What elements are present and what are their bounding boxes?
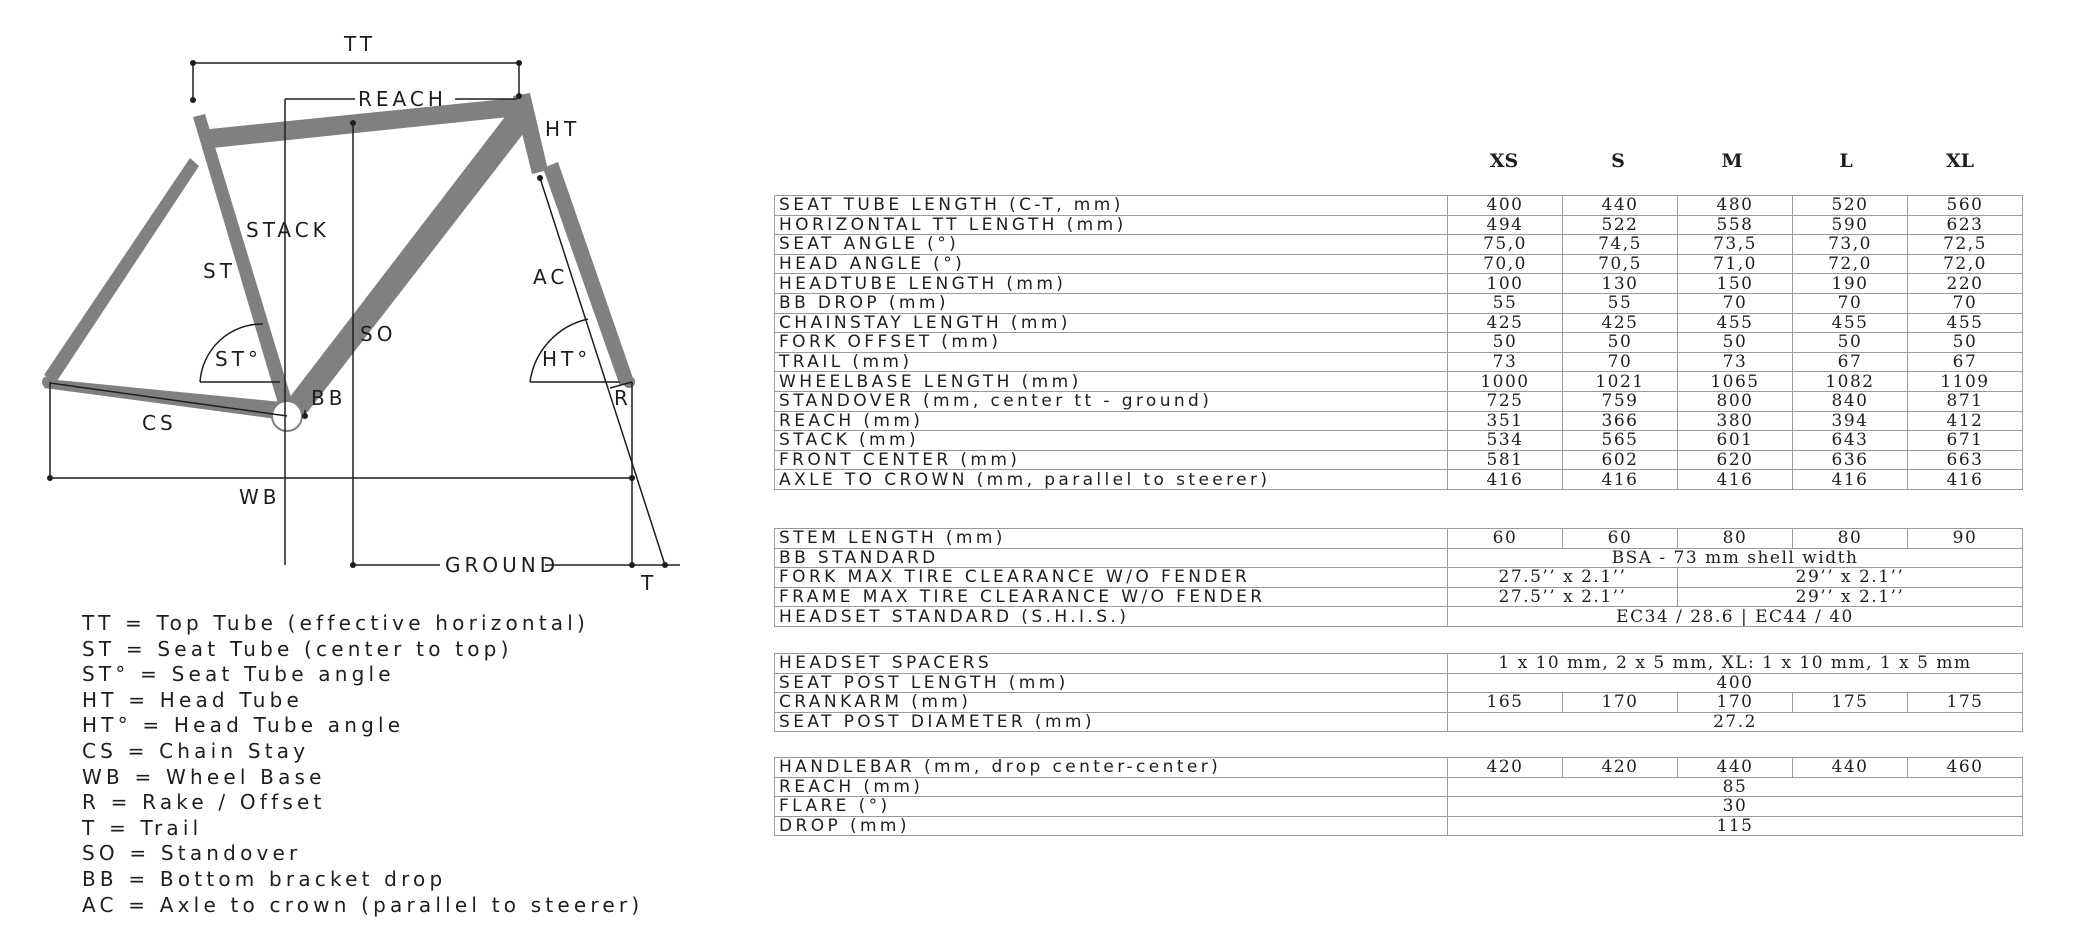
value-cell: 72,0 (1908, 254, 2023, 274)
value-cell: 27.2 (1448, 712, 2023, 732)
legend-item: WB = Wheel Base (82, 764, 326, 789)
table-row (775, 293, 2023, 313)
row-label: DROP (mm) (775, 816, 1448, 836)
table-row (775, 816, 2023, 836)
size-header-xl: XL (1945, 150, 1975, 172)
value-cell: 590 (1793, 215, 1908, 235)
value-cell: 74,5 (1563, 235, 1678, 255)
value-cell: 100 (1448, 274, 1563, 294)
label-ht: HT (545, 117, 581, 141)
value-cell: 60 (1448, 529, 1563, 549)
label-ac: AC (533, 265, 569, 289)
value-cell: 620 (1678, 450, 1793, 470)
value-cell: 73 (1448, 352, 1563, 372)
value-cell: 725 (1448, 391, 1563, 411)
geometry-table (774, 195, 2023, 490)
value-cell: 67 (1908, 352, 2023, 372)
geometry-table (774, 653, 2023, 732)
value-cell: 800 (1678, 391, 1793, 411)
value-cell: 480 (1678, 196, 1793, 216)
value-cell: 671 (1908, 431, 2023, 451)
table-row (775, 797, 2023, 817)
row-label: FLARE (°) (775, 797, 1448, 817)
table-row (775, 235, 2023, 255)
label-tt: TT (344, 32, 377, 56)
value-cell: 416 (1678, 470, 1793, 490)
table-row (775, 712, 2023, 732)
row-label: TRAIL (mm) (775, 352, 1448, 372)
legend-item: HT° = Head Tube angle (82, 713, 405, 738)
size-header-xs: XS (1489, 150, 1519, 172)
value-cell: 130 (1563, 274, 1678, 294)
value-cell: 1065 (1678, 372, 1793, 392)
value-cell: 70 (1678, 293, 1793, 313)
value-cell: 50 (1908, 333, 2023, 353)
table-row (775, 333, 2023, 353)
row-label: FRAME MAX TIRE CLEARANCE W/O FENDER (775, 587, 1448, 607)
value-cell: 412 (1908, 411, 2023, 431)
value-cell: 351 (1448, 411, 1563, 431)
legend-item: T = Trail (82, 815, 203, 840)
row-label: STEM LENGTH (mm) (775, 529, 1448, 549)
value-cell: 70 (1793, 293, 1908, 313)
value-cell: 55 (1448, 293, 1563, 313)
value-cell: 560 (1908, 196, 2023, 216)
value-cell: 1 x 10 mm, 2 x 5 mm, XL: 1 x 10 mm, 1 x 5 mm (1448, 654, 2023, 674)
table-row (775, 431, 2023, 451)
value-cell: 643 (1793, 431, 1908, 451)
value-cell: 70,0 (1448, 254, 1563, 274)
value-cell: 416 (1563, 470, 1678, 490)
value-cell: 520 (1793, 196, 1908, 216)
table-row (775, 607, 2023, 627)
legend-item: AC = Axle to crown (parallel to steerer) (82, 892, 644, 917)
row-label: BB DROP (mm) (775, 293, 1448, 313)
value-cell: 30 (1448, 797, 2023, 817)
row-label: BB STANDARD (775, 548, 1448, 568)
value-cell: 1000 (1448, 372, 1563, 392)
value-cell: 1082 (1793, 372, 1908, 392)
value-cell: 72,5 (1908, 235, 2023, 255)
row-label: SEAT POST DIAMETER (mm) (775, 712, 1448, 732)
label-st-angle: ST° (215, 347, 262, 371)
value-cell: 165 (1448, 693, 1563, 713)
size-header-l: L (1839, 150, 1853, 172)
value-cell: 636 (1793, 450, 1908, 470)
table-row (775, 587, 2023, 607)
geometry-table (774, 757, 2023, 836)
value-cell: BSA - 73 mm shell width (1448, 548, 2023, 568)
legend-item: ST° = Seat Tube angle (82, 662, 395, 687)
value-cell: 440 (1563, 196, 1678, 216)
value-cell: 420 (1563, 758, 1678, 778)
value-cell: 80 (1793, 529, 1908, 549)
value-cell: 394 (1793, 411, 1908, 431)
row-label: WHEELBASE LENGTH (mm) (775, 372, 1448, 392)
value-cell: 71,0 (1678, 254, 1793, 274)
row-label: AXLE TO CROWN (mm, parallel to steerer) (775, 470, 1448, 490)
label-stack: STACK (246, 218, 330, 242)
label-bb: BB (311, 386, 347, 410)
value-cell: 380 (1678, 411, 1793, 431)
value-cell: 440 (1793, 758, 1908, 778)
value-cell: 67 (1793, 352, 1908, 372)
value-cell: 663 (1908, 450, 2023, 470)
value-cell: 1109 (1908, 372, 2023, 392)
value-cell: 494 (1448, 215, 1563, 235)
value-cell: 400 (1448, 196, 1563, 216)
row-label: SEAT POST LENGTH (mm) (775, 673, 1448, 693)
value-cell: 1021 (1563, 372, 1678, 392)
value-cell: 70,5 (1563, 254, 1678, 274)
legend-item: R = Rake / Offset (82, 790, 326, 815)
legend-item: TT = Top Tube (effective horizontal) (82, 611, 590, 635)
value-cell: 60 (1563, 529, 1678, 549)
label-ht-angle: HT° (542, 347, 592, 371)
table-row (775, 673, 2023, 693)
row-label: HEADSET STANDARD (S.H.I.S.) (775, 607, 1448, 627)
row-label: HEADSET SPACERS (775, 654, 1448, 674)
size-header-s: S (1611, 150, 1625, 172)
table-row (775, 654, 2023, 674)
value-cell: 70 (1908, 293, 2023, 313)
value-cell: 425 (1563, 313, 1678, 333)
label-wb: WB (239, 485, 281, 509)
value-cell: 366 (1563, 411, 1678, 431)
value-cell: 29’’ x 2.1’’ (1678, 568, 2023, 588)
value-cell: 150 (1678, 274, 1793, 294)
value-cell: 170 (1563, 693, 1678, 713)
row-label: STANDOVER (mm, center tt - ground) (775, 391, 1448, 411)
value-cell: 27.5’’ x 2.1’’ (1448, 568, 1678, 588)
row-label: HEADTUBE LENGTH (mm) (775, 274, 1448, 294)
value-cell: 50 (1793, 333, 1908, 353)
value-cell: 55 (1563, 293, 1678, 313)
row-label: SEAT TUBE LENGTH (C-T, mm) (775, 196, 1448, 216)
value-cell: 75,0 (1448, 235, 1563, 255)
value-cell: 420 (1448, 758, 1563, 778)
table-row (775, 352, 2023, 372)
value-cell: 27.5’’ x 2.1’’ (1448, 587, 1678, 607)
bike-frame (44, 93, 634, 421)
row-label: HORIZONTAL TT LENGTH (mm) (775, 215, 1448, 235)
table-row (775, 391, 2023, 411)
value-cell: 73 (1678, 352, 1793, 372)
legend-item: SO = Standover (82, 841, 302, 866)
value-cell: 440 (1678, 758, 1793, 778)
value-cell: 455 (1678, 313, 1793, 333)
value-cell: 70 (1563, 352, 1678, 372)
table-row (775, 254, 2023, 274)
value-cell: 455 (1793, 313, 1908, 333)
row-label: STACK (mm) (775, 431, 1448, 451)
legend-item: ST = Seat Tube (center to top) (82, 636, 513, 661)
legend-item: CS = Chain Stay (82, 738, 310, 763)
value-cell: 416 (1793, 470, 1908, 490)
value-cell: 601 (1678, 431, 1793, 451)
value-cell: 840 (1793, 391, 1908, 411)
value-cell: 29’’ x 2.1’’ (1678, 587, 2023, 607)
geometry-table (774, 528, 2023, 627)
table-row (775, 470, 2023, 490)
value-cell: 80 (1678, 529, 1793, 549)
value-cell: EC34 / 28.6 | EC44 / 40 (1448, 607, 2023, 627)
legend-item: HT = Head Tube (82, 687, 304, 712)
row-label: REACH (mm) (775, 777, 1448, 797)
value-cell: 190 (1793, 274, 1908, 294)
table-row (775, 274, 2023, 294)
table-row (775, 215, 2023, 235)
value-cell: 170 (1678, 693, 1793, 713)
table-row (775, 693, 2023, 713)
table-row (775, 372, 2023, 392)
value-cell: 50 (1563, 333, 1678, 353)
label-cs: CS (142, 411, 177, 435)
row-label: CHAINSTAY LENGTH (mm) (775, 313, 1448, 333)
table-row (775, 758, 2023, 778)
table-row (775, 777, 2023, 797)
row-label: HEAD ANGLE (°) (775, 254, 1448, 274)
value-cell: 522 (1563, 215, 1678, 235)
label-so: SO (360, 322, 397, 346)
value-cell: 50 (1448, 333, 1563, 353)
frame-geometry-diagram (0, 0, 700, 600)
label-st: ST (203, 259, 236, 283)
value-cell: 220 (1908, 274, 2023, 294)
abbreviation-legend (82, 611, 643, 918)
size-header-m: M (1721, 150, 1743, 172)
value-cell: 759 (1563, 391, 1678, 411)
value-cell: 73,0 (1793, 235, 1908, 255)
value-cell: 85 (1448, 777, 2023, 797)
label-r: R (614, 386, 632, 410)
row-label: FORK MAX TIRE CLEARANCE W/O FENDER (775, 568, 1448, 588)
value-cell: 400 (1448, 673, 2023, 693)
table-row (775, 529, 2023, 549)
value-cell: 175 (1908, 693, 2023, 713)
table-row (775, 548, 2023, 568)
table-row (775, 196, 2023, 216)
value-cell: 73,5 (1678, 235, 1793, 255)
value-cell: 115 (1448, 816, 2023, 836)
row-label: FRONT CENTER (mm) (775, 450, 1448, 470)
value-cell: 90 (1908, 529, 2023, 549)
legend-item: BB = Bottom bracket drop (82, 866, 447, 891)
table-row (775, 313, 2023, 333)
value-cell: 425 (1448, 313, 1563, 333)
value-cell: 455 (1908, 313, 2023, 333)
value-cell: 50 (1678, 333, 1793, 353)
value-cell: 565 (1563, 431, 1678, 451)
value-cell: 416 (1448, 470, 1563, 490)
value-cell: 558 (1678, 215, 1793, 235)
value-cell: 871 (1908, 391, 2023, 411)
table-row (775, 450, 2023, 470)
label-reach: REACH (358, 87, 447, 111)
label-t: T (641, 571, 658, 595)
row-label: REACH (mm) (775, 411, 1448, 431)
table-row (775, 411, 2023, 431)
label-ground: GROUND (445, 553, 560, 577)
value-cell: 175 (1793, 693, 1908, 713)
table-row (775, 568, 2023, 588)
row-label: HANDLEBAR (mm, drop center-center) (775, 758, 1448, 778)
value-cell: 623 (1908, 215, 2023, 235)
value-cell: 581 (1448, 450, 1563, 470)
row-label: FORK OFFSET (mm) (775, 333, 1448, 353)
value-cell: 602 (1563, 450, 1678, 470)
value-cell: 416 (1908, 470, 2023, 490)
value-cell: 534 (1448, 431, 1563, 451)
value-cell: 460 (1908, 758, 2023, 778)
value-cell: 72,0 (1793, 254, 1908, 274)
row-label: SEAT ANGLE (°) (775, 235, 1448, 255)
row-label: CRANKARM (mm) (775, 693, 1448, 713)
